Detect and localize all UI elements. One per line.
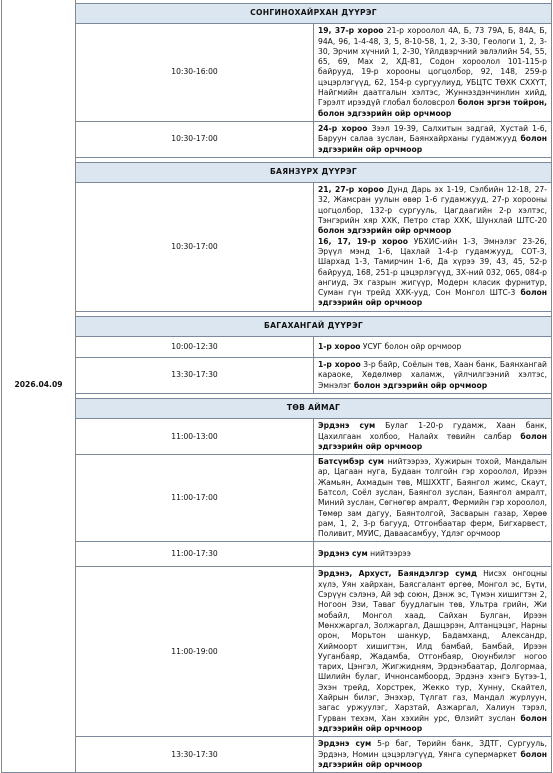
area-label: Эрдэнэ сум bbox=[318, 549, 368, 559]
time-cell: 10:00-12:30 bbox=[76, 337, 314, 358]
table-row bbox=[2, 337, 552, 358]
time-cell: 10:30-17:00 bbox=[76, 121, 314, 157]
area-details: Дунд Дарь эх 1-19, Сэлбийн 12-18, 27-32, Жамсран уулын өвөр 1-6 гудамжууд, 27-р хорооны цогцолбор, 132-р сургууль, Цагдаагийн 2-р хэлтэс, Тэнгэрийн хяр ХХК, Петро стар ХХК, Шунхлай ШТС-20 bbox=[318, 185, 547, 226]
section-header bbox=[76, 0, 552, 24]
area-details: 3-р байр, Соёлын төв, Хаан банк, Баянхангай караоке, Хөдөлмөр халамж, үйлчилгээний хэлтэс, Эмнэлэг bbox=[318, 360, 547, 390]
area-suffix: болон эдгээрийн ойр орчмоор bbox=[318, 226, 452, 236]
section-header bbox=[76, 157, 552, 182]
location-cell bbox=[314, 183, 552, 312]
table-row bbox=[2, 121, 552, 157]
area-details: Нисэх онгоцны хүлэ, Уян хайрхан, Баясгалант өргөө, Монгол эс, Бүти, Сэрүүн сэлэнэ, Ай эф союн, Дэнж эс, Түмэн хишигтэн 2, Ногоон Эзи, Таваг буудлагын төв, Ультра грийн, Жи мобайл, Монгол хаад, Сайхан Булган, Ирээн Мөнхжаргал, Золжаргал, Дашцэрэн, Алтанцэцэг, Нарны орон, Морьтон шанкур, Бадамханд, Александр, Хиймоорт хишигтэн, Илд бамбай, Бамбай, Ирээн Ууганбаяр, Жадамба, Отгонбаяр, Оюунбилэг ногоо тарих, Цэнгэл, Жигжидням, Эрдэнэбаатар, Долгормаа, Шилийн булаг, Ичнонсамбоорд, Эрдэнэ хэнгэ Бүтээ-1, Эхэн трейд, Хорстрек, Жекко тур, Хунну, Скайтел, Хайрын билэг, Энэхэр, Түлгат газ, Мандал журлуун, загас уржуулэг, Харзтай, Азжаргал, Халиун тэрэл, Гурван техэм, Хан хэхийн урс, Өлзийт зуслан bbox=[318, 569, 547, 723]
area-label: 16, 17, 19-р хороо bbox=[318, 236, 408, 246]
time-cell: 10:30-16:00 bbox=[76, 24, 314, 122]
area-details: 5-р баг, Төрийн банк, ЗДТГ, Сургууль, Эрдэнэ, Номин цэцэрлэгүүд, Уянга супермаркет bbox=[318, 739, 547, 759]
area-details: 21-р хороолол 4А, Б, 73 79А, Б, 84А, Б, 94А, 96, 1-4-48, 3, 5, 8-10-58, 1, 2, 3-30, Геологи 1, 2, 3-30, Эрчим хүчний 1, 2-30, Үйлдвэрчний эвлэлийн 54, 55, 65, 69, Мах 2, ХД-81, Содон хороолол 101-115-р байрууд, 19-р хорооны цогцолбор, 92, 148, 259-р цэцэрлэгүүд, 62, 154-р сургуулиуд, УБЦТС ТӨХК СХХҮТ, Найгмийн даатгалын хэлтэс, Жуннэздэнчинлин хийд, Гэрэлт ирээдүй глобал боловсрол bbox=[318, 26, 547, 108]
section-header-row bbox=[2, 0, 552, 24]
area-label: 1-р хороо bbox=[318, 341, 361, 351]
table-row bbox=[2, 24, 552, 122]
area-label: 21, 27-р хороо bbox=[318, 185, 384, 195]
table-row bbox=[2, 419, 552, 455]
area-suffix: болон эргэн тойрон, болон эдгээрийн ойр орчмоор bbox=[318, 98, 547, 118]
area-suffix: болон эдгээрийн ойр орчмоор bbox=[351, 380, 488, 390]
location-cell bbox=[314, 567, 552, 737]
table-row bbox=[2, 542, 552, 567]
section-header bbox=[76, 311, 552, 336]
section-title: БАЯНЗҮРХ ДҮҮРЭГ bbox=[269, 166, 358, 176]
time-cell: 13:30-17:30 bbox=[76, 737, 314, 773]
section-title: БАГАХАНГАЙ ДҮҮРЭГ bbox=[263, 320, 364, 330]
location-cell bbox=[314, 737, 552, 773]
area-suffix: болон эдгээрийн ойр орчмоор bbox=[318, 134, 547, 154]
area-details: нийтээрээ bbox=[367, 549, 411, 559]
time-cell: 11:00-17:30 bbox=[76, 542, 314, 567]
area-details: Зээл 19-39, Салхитын задгай, Хустай 1-6, Баруун салаа зуслан, Баянхайрханы гудамжууд bbox=[318, 123, 547, 144]
location-cell bbox=[314, 455, 552, 542]
schedule-date: 2026.04.09 bbox=[2, 0, 76, 773]
location-cell bbox=[314, 358, 552, 394]
area-label: Эрдэнэ, Архуст, Баяндэлгэр сумд bbox=[318, 569, 478, 579]
section-header bbox=[76, 393, 552, 418]
area-suffix: болон эдгээрийн ойр орчмоор bbox=[318, 749, 547, 769]
location-cell bbox=[314, 24, 552, 122]
location-part bbox=[318, 237, 547, 309]
area-suffix: болон эдгээрийн ойр орчмоор bbox=[318, 431, 547, 451]
area-details: Булаг 1-20-р гудамж, Хаан банк, Цахилгаан холбоо, Налайх төвийн салбар bbox=[318, 421, 547, 441]
time-cell: 13:30-17:30 bbox=[76, 358, 314, 394]
time-cell: 11:00-17:00 bbox=[76, 455, 314, 542]
location-cell bbox=[314, 121, 552, 157]
area-label: Эрдэнэ сум bbox=[318, 739, 372, 749]
area-label: Батсүмбэр сум bbox=[318, 457, 384, 467]
area-label: 19, 37-р хороо bbox=[318, 26, 384, 36]
table-row bbox=[2, 358, 552, 394]
time-cell: 11:00-13:00 bbox=[76, 419, 314, 455]
area-label: Эрдэнэ сум bbox=[318, 421, 376, 431]
area-suffix: болон эдгээрийн ойр орчмоор bbox=[318, 713, 547, 733]
area-details: УБХИС-ийн 1-3, Эмнэлэг 23-26, Эрүүл мэнд 1-6, Цахлай 1-4-р гудамжууд, СОТ-3, Шархад 1-3, Тамирчин 1-6, Да хүрээ 39, 43, 45, 52-р байрууд, 168, 251-р цэцэрлэгүүд, ЗХ-ний 032, 065, 084-р ангиуд, Эх газрын жигүүр, Модерн класик фурнитур, Суман гүн трейд ХХК-ууд, Сон Монгол ШТС-3 bbox=[318, 236, 547, 298]
table-row bbox=[2, 455, 552, 542]
area-label: 24-р хороо bbox=[318, 123, 368, 133]
location-cell bbox=[314, 542, 552, 567]
section-title: СОНГИНОХАЙРХАН ДҮҮРЭГ bbox=[250, 8, 377, 17]
area-details: нийтээрээ, Хужирын тохой, Мандалын ар, Цагаан нуга, Будаан толгойн гэр хороолол, Ирээн Жамьян, Ахмадын төв, МШХХТГ, Баянгол жимс, Скаут, Батсол, Соёл зуслан, Баянгол зуслан, Баянгол амралт, Миний зуслан, Сөгнөгөр амралт, Фермийн гэр хороолол, Төмөр зам дагуу, Баянтолгой, Засварын газар, Хөрөө рам, 1, 2, 3-р багууд, Отгонбаатар ферм, Бигхарвест, Поливит, МУИС, Даваасамбуу, Үдлэг орчмоор bbox=[318, 457, 547, 539]
area-details: УСУГ болон ойр орчмоор bbox=[360, 341, 462, 351]
table-row bbox=[2, 737, 552, 773]
location-cell bbox=[314, 419, 552, 455]
time-cell: 11:00-19:00 bbox=[76, 567, 314, 737]
area-suffix: болон эдгээрийн ойр орчмоор bbox=[318, 288, 547, 308]
time-cell: 10:30-17:00 bbox=[76, 183, 314, 312]
power-outage-schedule-table bbox=[1, 0, 552, 773]
table-row bbox=[2, 567, 552, 737]
section-header-row bbox=[2, 157, 552, 182]
area-label: 1-р хороо bbox=[318, 360, 361, 370]
section-header-row bbox=[2, 393, 552, 418]
location-part bbox=[318, 185, 547, 236]
section-title: ТӨВ АЙМАГ bbox=[286, 402, 341, 412]
table-row bbox=[2, 183, 552, 312]
location-cell bbox=[314, 337, 552, 358]
section-header-row bbox=[2, 311, 552, 336]
